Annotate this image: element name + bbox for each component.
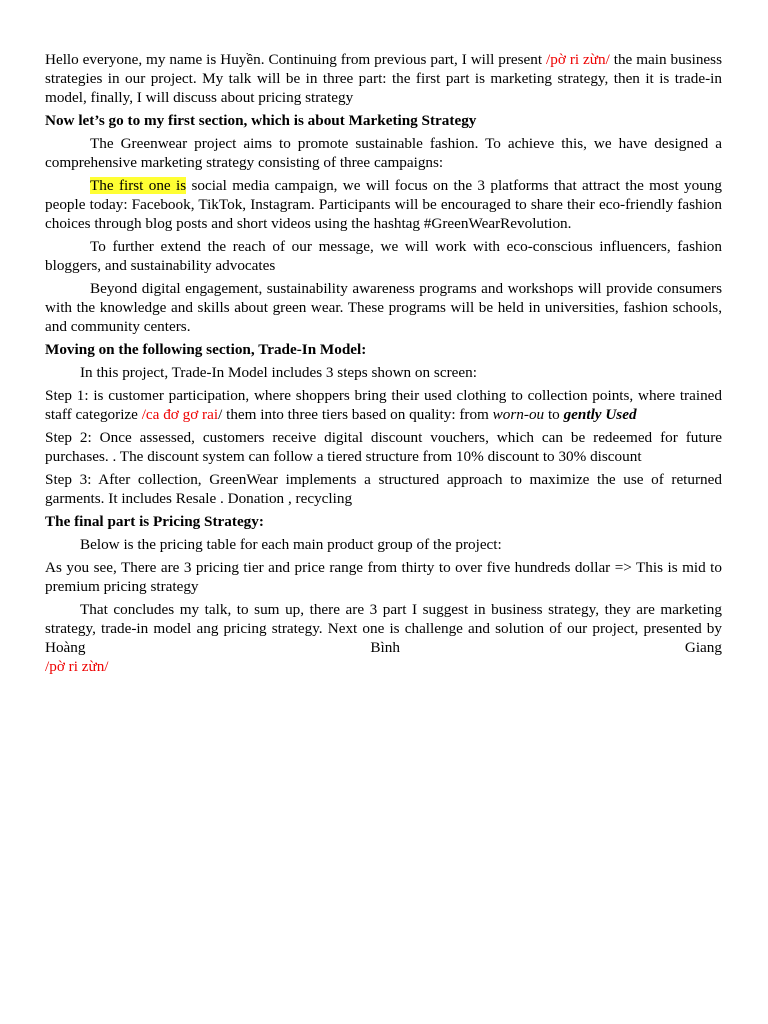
conclusion-text: That concludes my talk, to sum up, there are 3 part I suggest in business strategy, they are marketing strategy, trade-in model ang pricing strategy. Next one is challenge and solution of our project, presented by Hoàng Bình Giang: [45, 601, 722, 656]
marketing-paragraph-2: [45, 176, 722, 233]
phonetic-note: /pờ ri zừn/: [45, 658, 109, 675]
marketing-paragraph-4: Beyond digital engagement, sustainability awareness programs and workshops will provide consumers with the knowledge and skills about green wear. These programs will be held in universities, fashion schools, and community centers.: [45, 280, 722, 335]
intro-text-start: Hello everyone, my name is Huyền. Continuing from previous part, I will present: [45, 51, 547, 68]
step-1-to: to: [544, 406, 564, 423]
pricing-paragraph: As you see, There are 3 pricing tier and price range from thirty to over five hundreds dollar => This is mid to premium pricing strategy: [45, 559, 722, 595]
intro-text-end: the main business strategies in our project. My talk will be in three part: the first part is marketing strategy, then it is trade-in model, finally, I will discuss about pricing strategy: [45, 51, 722, 106]
worn-out-term: worn-ou: [492, 406, 545, 423]
pricing-intro: Below is the pricing table for each main product group of the project:: [80, 536, 502, 553]
phonetic-note: /ca đơ gơ rai: [141, 406, 219, 423]
step-1-paragraph: [45, 386, 722, 424]
document-page: [45, 50, 722, 676]
conclusion-paragraph: [45, 600, 722, 676]
step-1-text-mid: / them into three tiers based on quality: from: [218, 406, 493, 423]
phonetic-note: /pờ ri zừn/: [546, 51, 610, 68]
step-2-paragraph: Step 2: Once assessed, customers receive digital discount vouchers, which can be redeemed for future purchases. . The discount system can follow a tiered structure from 10% discount to 30% discount: [45, 429, 722, 465]
marketing-paragraph-2-text: social media campaign, we will focus on the 3 platforms that attract the most young people today: Facebook, TikTok, Instagram. Participants will be encouraged to share their eco-friendly fashion choices through blog posts and short videos using the hashtag #GreenWearRevolution.: [45, 177, 722, 232]
step-3-paragraph: Step 3: After collection, GreenWear implements a structured approach to maximize the use of returned garments. It includes Resale . Donation , recycling: [45, 471, 722, 507]
section-heading-marketing: Now let’s go to my first section, which is about Marketing Strategy: [45, 112, 477, 129]
marketing-paragraph-3: To further extend the reach of our message, we will work with eco-conscious influencers, fashion bloggers, and sustainability advocates: [45, 238, 722, 274]
trade-in-intro: In this project, Trade-In Model includes 3 steps shown on screen:: [80, 364, 477, 381]
highlighted-text: The first one is: [90, 177, 187, 194]
intro-paragraph: [45, 50, 722, 107]
gently-used-term: gently Used: [563, 406, 637, 423]
section-heading-pricing: The final part is Pricing Strategy:: [45, 513, 264, 530]
marketing-paragraph-1: The Greenwear project aims to promote sustainable fashion. To achieve this, we have designed a comprehensive marketing strategy consisting of three campaigns:: [45, 135, 722, 171]
section-heading-trade-in: Moving on the following section, Trade-In Model:: [45, 341, 367, 358]
step-1-text-start: Step 1: is customer participation, where shoppers bring their used clothing to collection points, where trained staff categorize: [45, 387, 722, 423]
